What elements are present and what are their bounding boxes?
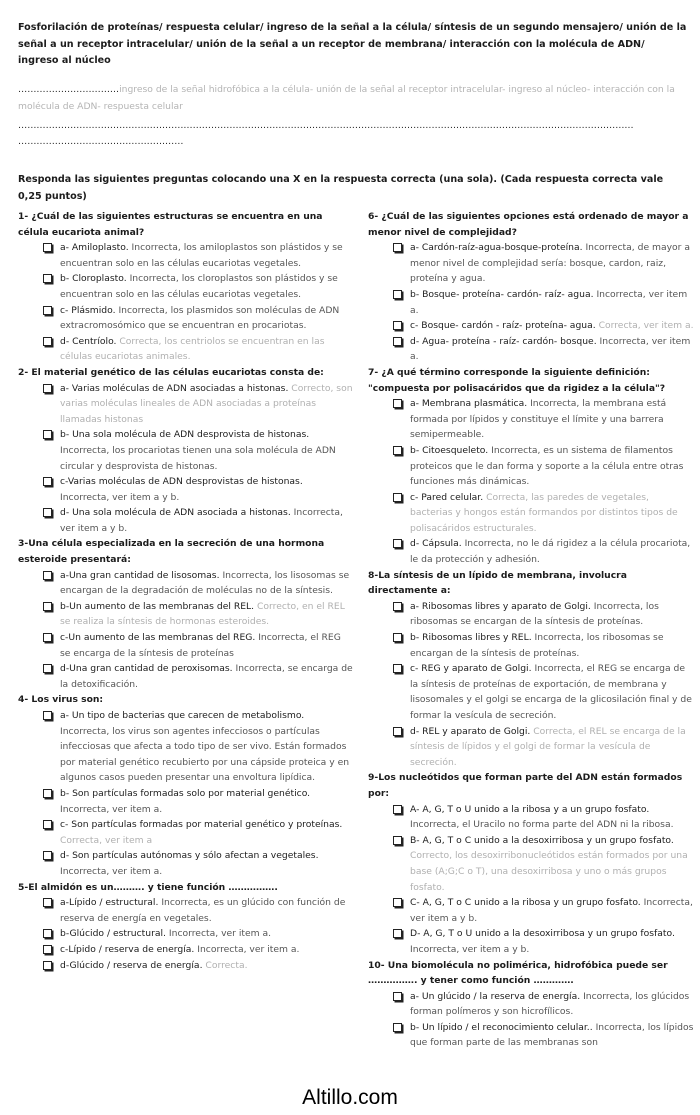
checkbox-icon[interactable] — [43, 961, 52, 970]
checkbox-icon[interactable] — [43, 929, 52, 938]
answer-option[interactable] — [368, 926, 694, 957]
option-explanation: Incorrecta, ver item a. — [410, 288, 688, 316]
option-label: d-Glúcido / reserva de energía. — [60, 959, 203, 971]
option-label: b- Ribosomas libres y REL. — [410, 632, 532, 644]
answer-option[interactable] — [18, 599, 354, 630]
question-text: 10- Una biomolécula no polimérica, hidrofóbica puede ser ……………. y tener como función …………. — [368, 959, 668, 987]
option-label: a- Varias moléculas de ADN asociadas a histonas. — [60, 382, 289, 394]
answer-option[interactable] — [368, 599, 694, 630]
option-explanation: Incorrecta, los glúcidos forman polímeros y son hicrofílicos. — [410, 990, 690, 1018]
option-label: C- A, G, T o C unido a la ribosa y un grupo fosfato. — [410, 897, 641, 909]
checkbox-icon[interactable] — [43, 851, 52, 860]
correct-explanation: Correcto, los desoxirribonucleótidos están formados por una base (A;G;C o T), una desoxirribosa y uno o más grupos fosfato. — [410, 850, 688, 893]
answer-line-2: ………………………………………………………………………………………………………………………………………………………………………………… — [18, 120, 634, 131]
question-text: 6- ¿Cuál de las siguientes opciones está ordenado de mayor a menor nivel de complejidad? — [368, 211, 689, 238]
option-explanation: Incorrecta, ver item a y b. — [60, 491, 180, 503]
answer-option[interactable] — [18, 240, 354, 271]
answer-line-1 — [18, 82, 688, 115]
option-label: c- Son partículas formadas por material genético y proteínas. — [60, 819, 343, 831]
checkbox-icon[interactable] — [43, 820, 52, 829]
answer-option[interactable] — [18, 817, 354, 848]
answer-option[interactable] — [18, 271, 354, 302]
question-text: 4- Los virus son: — [18, 694, 104, 706]
checkbox-icon[interactable] — [393, 836, 402, 845]
option-label: b- Un lípido / el reconocimiento celular.. — [410, 1021, 593, 1033]
checkbox-icon[interactable] — [393, 664, 402, 673]
answer-option[interactable] — [368, 240, 694, 287]
checkbox-icon[interactable] — [393, 243, 402, 252]
answer-option[interactable] — [368, 490, 694, 537]
question-text: 8-La síntesis de un lípido de membrana, involucra directamente a: — [368, 569, 627, 597]
option-label: d- Una sola molécula de ADN asociada a histonas. — [60, 507, 291, 519]
answer-option[interactable] — [18, 474, 354, 505]
answer-option[interactable] — [18, 895, 354, 926]
header-title: Fosforilación de proteínas/ respuesta celular/ ingreso de la señal a la célula/ síntesis de un segundo mensajero/ unión de la señal a un receptor intracelular/ unión de la señal a un receptor de membrana/ interacción con la molécula de ADN/ ingreso al núcleo — [18, 22, 687, 66]
option-label: b- Cloroplasto. — [60, 273, 127, 285]
question-text: 2- El material genético de las células eucariotas consta de: — [18, 366, 324, 378]
checkbox-icon[interactable] — [393, 337, 402, 346]
option-explanation: Incorrecta, ver item a y b. — [60, 507, 343, 534]
checkbox-icon[interactable] — [393, 992, 402, 1001]
footer-watermark: Altillo.com — [302, 1086, 398, 1109]
option-explanation: Incorrecta, los procariotas tienen una sola molécula de ADN circular y desprovista de histonas. — [60, 444, 336, 472]
correct-explanation: Correcto, en el REL se realiza la síntesis de hormonas esteroides. — [60, 600, 345, 628]
right-column — [368, 209, 694, 1051]
checkbox-icon[interactable] — [43, 274, 52, 283]
checkbox-icon[interactable] — [43, 337, 52, 346]
checkbox-icon[interactable] — [43, 306, 52, 315]
checkbox-icon[interactable] — [393, 1023, 402, 1032]
checkbox-icon[interactable] — [393, 321, 402, 330]
option-label: a- Un tipo de bacterias que carecen de metabolismo. — [60, 710, 305, 721]
option-explanation: Incorrecta, ver item a y b. — [410, 897, 693, 924]
option-label: a-Lípido / estructural. — [60, 897, 159, 909]
option-label: b- Una sola molécula de ADN desprovista de histonas. — [60, 429, 310, 441]
checkbox-icon[interactable] — [393, 602, 402, 611]
option-explanation: Incorrecta, ver item a y b. — [410, 943, 530, 955]
option-label: a- Un glúcido / la reserva de energía. — [410, 990, 581, 1002]
checkbox-icon[interactable] — [393, 898, 402, 907]
instructions: Responda las siguientes preguntas colocando una X en la respuesta correcta (una sola). (Cada respuesta correcta vale 0,25 puntos) — [18, 174, 664, 202]
checkbox-icon[interactable] — [393, 290, 402, 299]
answer-option[interactable] — [368, 1020, 694, 1051]
answer-sequence: ingreso de la señal hidrofóbica a la célula- unión de la señal al receptor intracelular- ingreso al núcleo- interacción con la molécula de ADN- respuesta celular — [18, 84, 675, 112]
answer-option[interactable] — [18, 505, 354, 536]
answer-option[interactable] — [368, 443, 694, 490]
option-label: a-Una gran cantidad de lisosomas. — [60, 569, 220, 581]
question-text: 7- ¿A qué término corresponde la siguiente definición: "compuesta por polisacáridos que da rigidez a la célula"? — [368, 366, 666, 394]
checkbox-icon[interactable] — [393, 446, 402, 455]
answer-option[interactable] — [368, 724, 694, 771]
option-label: b- Son partículas formadas solo por material genético. — [60, 787, 311, 799]
option-explanation: Incorrecta, los lípidos que forman parte de las membranas son — [410, 1021, 694, 1049]
option-label: A- A, G, T o U unido a la ribosa y a un grupo fosfato. — [410, 803, 650, 815]
question-text: 9-Los nucleótidos que forman parte del ADN están formados por: — [368, 772, 683, 799]
checkbox-icon[interactable] — [43, 430, 52, 439]
option-explanation: Incorrecta, no le dá rigidez a la célula procariota, le da protección y adhesión. — [410, 538, 691, 566]
answer-option[interactable] — [368, 895, 694, 926]
option-explanation: Incorrecta, el REG se encarga de la síntesis de proteínas de exportación, de membrana y lisosomales y el golgi se encarga de la glicosilación final y de formar la vesícula de secreción. — [410, 663, 692, 721]
answer-option[interactable] — [18, 958, 354, 974]
option-label: B- A, G, T o C unido a la desoxirribosa y un grupo fosfato. — [410, 834, 674, 846]
option-label: c-Un aumento de las membranas del REG. — [60, 632, 256, 644]
option-explanation: Incorrecta, los amiloplastos son plástidos y se encuentran solo en las células eucariotas vegetales. — [60, 242, 343, 269]
option-label: b- Citoesqueleto. — [410, 444, 489, 456]
option-explanation: Incorrecta, ver item a. — [60, 803, 163, 815]
checkbox-icon[interactable] — [43, 945, 52, 954]
checkbox-icon[interactable] — [43, 384, 52, 393]
answer-option[interactable] — [368, 536, 694, 567]
answer-option[interactable] — [18, 786, 354, 817]
answer-option[interactable] — [368, 661, 694, 723]
checkbox-icon[interactable] — [43, 664, 52, 673]
answer-option[interactable] — [18, 848, 354, 879]
correct-explanation: Correcta, los centriolos se encuentran en las células eucariotas animales. — [60, 335, 325, 363]
option-label: b-Un aumento de las membranas del REL. — [60, 600, 255, 612]
checkbox-icon[interactable] — [43, 633, 52, 642]
checkbox-icon[interactable] — [393, 633, 402, 642]
checkbox-icon[interactable] — [43, 898, 52, 907]
option-explanation: Incorrecta, ver item a. — [410, 335, 691, 363]
answer-option[interactable] — [368, 318, 694, 334]
checkbox-icon[interactable] — [393, 399, 402, 408]
option-label: c- Pared celular. — [410, 491, 484, 503]
option-label: d- Son partículas autónomas y sólo afectan a vegetales. — [60, 850, 319, 862]
option-label: a- Amiloplasto. — [60, 242, 129, 254]
option-label: c- Plásmido. — [60, 304, 116, 316]
question-text: 3-Una célula especializada en la secreción de una hormona esteroide presentará: — [18, 538, 325, 566]
option-label: c-Varias moléculas de ADN desprovistas de histonas. — [60, 476, 303, 488]
option-label: c-Lípido / reserva de energía. — [60, 943, 195, 955]
option-label: b- Bosque- proteína- cardón- raíz- agua. — [410, 288, 594, 300]
answer-option[interactable] — [368, 833, 694, 895]
option-explanation: Incorrecta, los cloroplastos son plástidos y se encuentran solo en las células eucariotas vegetales. — [60, 273, 338, 300]
option-explanation: Incorrecta, el Uracilo no forma parte del ADN ni la ribosa. — [410, 819, 674, 831]
answer-option[interactable] — [18, 630, 354, 661]
option-label: b-Glúcido / estructural. — [60, 928, 166, 940]
option-explanation: Incorrecta, es un sistema de filamentos proteicos que le dan forma y soporte a la célula entre otras funciones más dinámicas. — [410, 444, 684, 488]
option-explanation: Incorrecta, los ribosomas se encargan de la síntesis de proteínas. — [410, 632, 664, 659]
answer-option[interactable] — [18, 568, 354, 599]
option-explanation: Incorrecta, se encarga de la detoxificación. — [60, 663, 353, 690]
checkbox-icon[interactable] — [393, 929, 402, 938]
answer-option[interactable] — [368, 334, 694, 365]
answer-option[interactable] — [368, 287, 694, 318]
checkbox-icon[interactable] — [43, 243, 52, 252]
option-explanation: Incorrecta, la membrana está formada por lípidos y constituye el límite y una barrera semipermeable. — [410, 398, 667, 441]
option-explanation: Incorrecta, ver item a. — [168, 928, 272, 940]
checkbox-icon[interactable] — [43, 602, 52, 611]
answer-option[interactable] — [18, 926, 354, 942]
checkbox-icon[interactable] — [393, 539, 402, 548]
option-explanation: Incorrecta, los lisosomas se encargan de la degradación de moléculas no de la síntesis. — [60, 569, 350, 597]
answer-option[interactable] — [18, 661, 354, 692]
correct-explanation: Correcta. — [205, 959, 248, 971]
option-explanation: Incorrecta, el REG se encarga de la síntesis de proteínas — [60, 632, 341, 659]
answer-option[interactable] — [368, 802, 694, 833]
correct-explanation: Correcta, el REL se encarga de la síntesis de lípidos y el golgi de formar la vesícula de secreción. — [410, 725, 686, 768]
answer-option[interactable] — [18, 303, 354, 334]
option-explanation: Incorrecta, los virus son agentes infecciosos o partículas infecciosas que afecta a todo tipo de ser vivo. Están formados por material genético recubierto por una cápside proteica y en algunos casos pueden presentar una envoltura lipídica. — [60, 725, 350, 784]
checkbox-icon[interactable] — [43, 789, 52, 798]
correct-explanation: Correcto, son varias moléculas lineales de ADN asociadas a proteínas llamadas histonas — [60, 382, 353, 425]
option-label: a- Membrana plasmática. — [410, 398, 528, 410]
option-explanation: Incorrecta, es un glúcido con función de reserva de energía en vegetales. — [60, 897, 346, 924]
checkbox-icon[interactable] — [393, 727, 402, 736]
answer-option[interactable] — [18, 942, 354, 958]
question-text: 1- ¿Cuál de las siguientes estructuras se encuentra en una célula eucariota animal? — [18, 211, 323, 238]
option-label: d- REL y aparato de Golgi. — [410, 725, 531, 737]
option-label: a- Cardón-raíz-agua-bosque-proteína. — [410, 242, 583, 254]
checkbox-icon[interactable] — [393, 805, 402, 814]
checkbox-icon[interactable] — [43, 711, 52, 720]
answer-line-3: ……………………………………………… — [18, 136, 184, 147]
checkbox-icon[interactable] — [393, 493, 402, 502]
option-explanation: Incorrecta, ver item a. — [197, 943, 300, 955]
option-label: d- Cápsula. — [410, 538, 462, 550]
answer-option[interactable] — [18, 334, 354, 365]
option-label: c- REG y aparato de Golgi. — [410, 663, 532, 675]
answer-option[interactable] — [18, 708, 354, 786]
option-label: d-Una gran cantidad de peroxisomas. — [60, 663, 233, 675]
checkbox-icon[interactable] — [43, 477, 52, 486]
option-label: d- Centríolo. — [60, 335, 117, 347]
answer-option[interactable] — [368, 989, 694, 1020]
answer-option[interactable] — [18, 381, 354, 428]
option-explanation: Incorrecta, ver item a. — [60, 865, 163, 877]
answer-option[interactable] — [368, 630, 694, 661]
correct-explanation: Correcta, ver item a — [60, 834, 153, 846]
option-label: a- Ribosomas libres y aparato de Golgi. — [410, 600, 591, 612]
answer-option[interactable] — [368, 396, 694, 443]
checkbox-icon[interactable] — [43, 508, 52, 517]
option-explanation: Incorrecta, de mayor a menor nivel de complejidad sería: bosque, cardon, raiz, proteína y agua. — [410, 242, 690, 285]
option-explanation: Incorrecta, los ribosomas se encargan de la síntesis de proteínas. — [410, 600, 659, 628]
correct-explanation: Correcta, las paredes de vegetales, bacterias y hongos están formandos por distintos tipos de polisacáridos estructurales. — [410, 491, 678, 534]
option-label: c- Bosque- cardón - raíz- proteína- agua. — [410, 320, 596, 332]
option-label: D- A, G, T o U unido a la desoxirribosa y un grupo fosfato. — [410, 928, 675, 940]
checkbox-icon[interactable] — [43, 571, 52, 580]
question-text: 5-El almidón es un………. y tiene función ……………. — [18, 881, 278, 893]
left-column — [18, 209, 354, 973]
correct-explanation: Correcta, ver item a. — [598, 320, 694, 332]
answer-option[interactable] — [18, 427, 354, 474]
option-explanation: Incorrecta, los plasmidos son moléculas de ADN extracromosómico que se encuentran en procariotas. — [60, 304, 340, 332]
answer-dots: …………………………… — [18, 84, 120, 95]
option-label: d- Agua- proteína - raíz- cardón- bosque. — [410, 335, 597, 347]
